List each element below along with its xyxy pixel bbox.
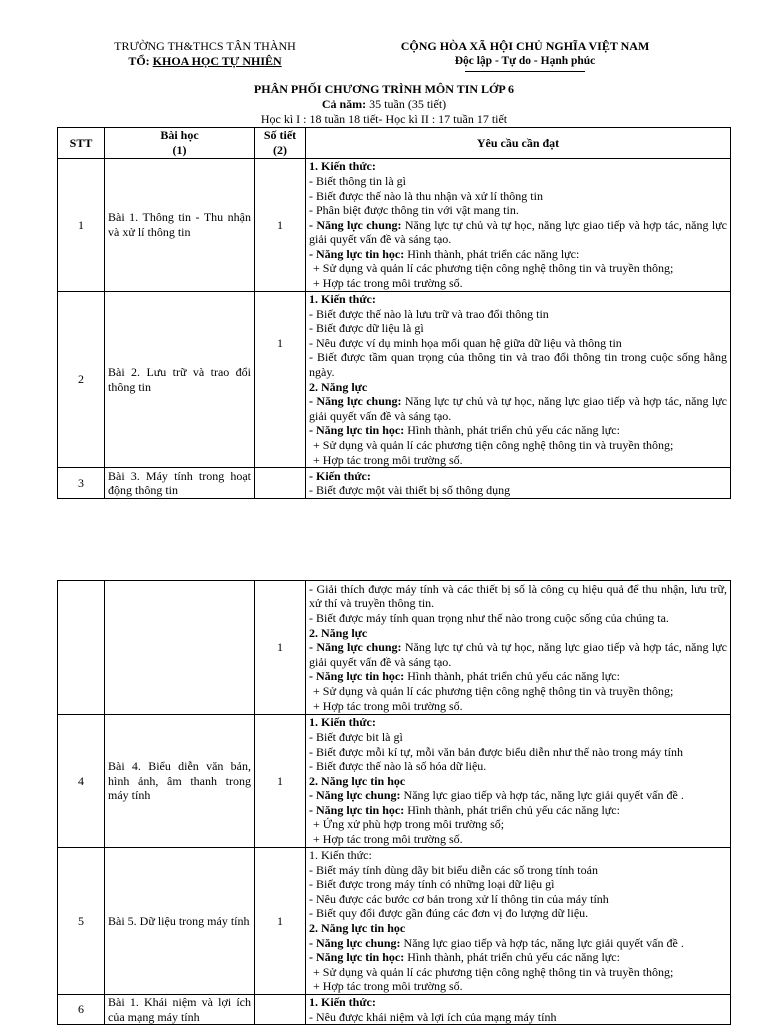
country-name: CỘNG HÒA XÃ HỘI CHỦ NGHĨA VIỆT NAM	[400, 39, 650, 53]
row-stt: 6	[58, 995, 105, 1025]
row-lesson: Bài 3. Máy tính trong hoạt động thông tin	[105, 468, 255, 499]
requirement-line	[309, 669, 727, 684]
requirement-line	[309, 321, 727, 336]
requirement-line	[309, 203, 727, 218]
requirement-line	[309, 965, 727, 980]
table-row	[58, 715, 731, 848]
table-row	[58, 995, 731, 1025]
requirement-bold: - Năng lực chung:	[309, 394, 402, 409]
requirement-text: Hình thành, phát triển chủ yếu các năng lực:	[404, 802, 620, 817]
requirement-text: - Biết được thế nào là thu nhận và xử lí thông tin	[309, 188, 543, 203]
requirement-text: - Biết máy tính dùng dãy bit biểu diễn các số trong tính toán	[309, 862, 598, 877]
header-lesson-label: Bài học	[160, 128, 199, 143]
requirement-line	[309, 626, 727, 641]
curriculum-table-part-1	[57, 127, 731, 499]
requirement-text: - Biết được tầm quan trọng của thông tin và trao đổi thông tin trong cuộc sống hằng ngày.	[309, 350, 727, 379]
header-periods-label: Số tiết	[263, 128, 297, 143]
requirement-text: Năng lực tự chủ và tự học, năng lực giao tiếp và hợp tác, năng lực giải quyết vấn đề và sáng tạo.	[309, 394, 727, 423]
header-lesson-sub: (1)	[172, 143, 187, 157]
row-periods: 1	[255, 581, 306, 715]
requirement-line	[309, 336, 727, 351]
row-stt: 2	[58, 292, 105, 468]
requirement-text: - Nêu được các bước cơ bản trong xử lí thông tin của máy tính	[309, 891, 609, 906]
requirement-text: + Sử dụng và quản lí các phương tiện công nghệ thông tin và truyền thông;	[313, 683, 674, 698]
requirement-bold: - Năng lực tin học:	[309, 246, 405, 261]
row-lesson: Bài 2. Lưu trữ và trao đổi thông tin	[105, 292, 255, 468]
requirement-line	[309, 174, 727, 189]
school-name: TRƯỜNG TH&THCS TÂN THÀNH	[114, 39, 296, 53]
requirement-text: - Phân biệt được thông tin với vật mang tin.	[309, 203, 519, 218]
requirement-text: - Nêu được khái niệm và lợi ích của mạng máy tính	[309, 1009, 557, 1024]
requirement-bold: 1. Kiến thức:	[309, 995, 376, 1009]
department-prefix: TỔ:	[128, 54, 153, 68]
requirement-line	[309, 611, 727, 626]
requirement-bold: - Năng lực chung:	[309, 935, 401, 950]
requirement-text: + Sử dụng và quản lí các phương tiện công nghệ thông tin và truyền thông;	[313, 261, 674, 276]
requirement-bold: 2. Năng lực	[309, 625, 368, 640]
requirement-text: - Biết được một vài thiết bị số thông dụng	[309, 483, 511, 498]
motto-underline	[465, 71, 585, 72]
year-line	[0, 97, 768, 112]
requirement-line	[309, 640, 727, 669]
header-periods-sub: (2)	[273, 143, 287, 157]
requirement-line	[309, 936, 727, 951]
requirement-text: Hình thành, phát triển chủ yếu các năng lực:	[404, 669, 620, 684]
requirement-line	[309, 350, 727, 379]
requirement-text: - Biết được máy tính quan trọng như thế nào trong cuộc sống của chúng ta.	[309, 611, 669, 626]
requirement-line	[309, 759, 727, 774]
row-requirements	[306, 159, 731, 292]
requirement-line	[309, 699, 727, 714]
document-title-block	[0, 82, 768, 127]
requirement-text: - Biết được mỗi kí tự, mỗi văn bản được biểu diễn như thế nào trong máy tính	[309, 744, 683, 759]
row-periods: 1	[255, 715, 306, 848]
row-requirements	[306, 581, 731, 715]
requirement-text: 1. Kiến thức:	[309, 848, 372, 863]
requirement-line	[309, 730, 727, 745]
requirement-line	[309, 483, 727, 498]
requirement-text: Hình thành, phát triển các năng lực:	[404, 246, 580, 261]
requirement-line	[309, 394, 727, 423]
motto: Độc lập - Tự do - Hạnh phúc	[454, 55, 596, 67]
requirement-line	[309, 832, 727, 847]
row-periods: 1	[255, 292, 306, 468]
requirement-line	[309, 863, 727, 878]
requirement-bold: - Năng lực chung:	[309, 217, 402, 232]
document-title: PHÂN PHỐI CHƯƠNG TRÌNH MÔN TIN LỚP 6	[253, 82, 515, 96]
requirement-text: Hình thành, phát triển chủ yếu các năng lực:	[404, 950, 620, 965]
row-lesson: Bài 1. Khái niệm và lợi ích của mạng máy tính	[105, 995, 255, 1025]
requirement-line	[309, 247, 727, 262]
row-stt: 4	[58, 715, 105, 848]
requirement-bold: 1. Kiến thức:	[309, 715, 376, 730]
row-periods	[255, 995, 306, 1025]
requirement-text: - Biết được dữ liệu là gì	[309, 321, 424, 336]
requirement-text: + Hợp tác trong môi trường số.	[313, 452, 463, 467]
requirement-line	[309, 453, 727, 468]
requirement-line	[309, 817, 727, 832]
table-body-part-2	[58, 581, 731, 1025]
requirement-line	[309, 292, 727, 307]
requirement-line	[309, 892, 727, 907]
school-header	[100, 39, 310, 69]
requirement-text: - Biết được thế nào là lưu trữ và trao đổi thông tin	[309, 306, 549, 321]
requirement-text: Năng lực tự chủ và tự học, năng lực giao tiếp và hợp tác, năng lực giải quyết vấn đề và sáng tạo.	[309, 217, 727, 247]
requirement-bold: - Năng lực tin học:	[309, 802, 405, 817]
requirement-bold: - Năng lực chung:	[309, 640, 402, 655]
requirement-bold: 1. Kiến thức:	[309, 292, 376, 306]
table-row	[58, 848, 731, 995]
row-requirements	[306, 292, 731, 468]
header-periods	[255, 128, 306, 159]
row-requirements	[306, 995, 731, 1025]
year-value: 35 tuần (35 tiết)	[366, 97, 447, 111]
table-row	[58, 468, 731, 499]
requirement-line	[309, 582, 727, 611]
table-body-part-1	[58, 159, 731, 499]
requirement-text: + Sử dụng và quản lí các phương tiện công nghệ thông tin và truyền thông;	[313, 437, 674, 452]
requirement-line	[309, 877, 727, 892]
requirement-line	[309, 261, 727, 276]
requirement-text: + Hợp tác trong môi trường số.	[313, 276, 463, 291]
row-requirements	[306, 715, 731, 848]
row-stt: 5	[58, 848, 105, 995]
row-stt	[58, 581, 105, 715]
curriculum-table-part-2	[57, 580, 731, 1025]
requirement-line	[309, 979, 727, 994]
requirement-text: + Hợp tác trong môi trường số.	[313, 832, 463, 847]
requirement-bold: - Năng lực tin học:	[309, 423, 405, 438]
requirement-bold: - Năng lực chung:	[309, 788, 401, 803]
requirement-bold: 2. Năng lực	[309, 379, 368, 394]
requirement-text: - Nêu được ví dụ minh họa mối quan hệ giữa dữ liệu và thông tin	[309, 335, 622, 350]
requirement-line	[309, 715, 727, 730]
requirement-text: + Ứng xử phù hợp trong môi trường số;	[313, 817, 505, 832]
row-lesson: Bài 5. Dữ liệu trong máy tính	[105, 848, 255, 995]
requirement-line	[309, 276, 727, 291]
requirement-text: + Hợp tác trong môi trường số.	[313, 979, 463, 994]
requirement-line	[309, 906, 727, 921]
requirement-line	[309, 189, 727, 204]
requirement-bold: 2. Năng lực tin học	[309, 773, 406, 788]
table-row	[58, 292, 731, 468]
requirement-bold: 2. Năng lực tin học	[309, 921, 406, 935]
requirement-text: Hình thành, phát triển chủ yếu các năng lực:	[404, 423, 620, 438]
header-requirement: Yêu cầu cần đạt	[306, 128, 731, 159]
row-lesson: Bài 4. Biểu diễn văn bản, hình ảnh, âm thanh trong máy tính	[105, 715, 255, 848]
requirement-line	[309, 423, 727, 438]
requirement-line	[309, 218, 727, 247]
national-header	[380, 39, 670, 72]
requirement-text: - Biết thông tin là gì	[309, 173, 406, 188]
requirement-line	[309, 788, 727, 803]
requirement-text: - Biết được bit là gì	[309, 729, 403, 744]
row-lesson: Bài 1. Thông tin - Thu nhận và xử lí thông tin	[105, 159, 255, 292]
requirement-bold: - Năng lực tin học:	[309, 669, 405, 684]
requirement-line	[309, 848, 727, 863]
requirement-text: + Sử dụng và quản lí các phương tiện công nghệ thông tin và truyền thông;	[313, 964, 674, 979]
row-periods: 1	[255, 159, 306, 292]
row-requirements	[306, 468, 731, 499]
requirement-text: Năng lực giao tiếp và hợp tác, năng lực giải quyết vấn đề .	[400, 935, 684, 950]
row-stt: 1	[58, 159, 105, 292]
header-stt: STT	[58, 128, 105, 159]
requirement-line	[309, 159, 727, 174]
requirement-line	[309, 438, 727, 453]
row-requirements	[306, 848, 731, 995]
requirement-bold: - Năng lực tin học:	[309, 950, 405, 965]
row-periods	[255, 468, 306, 499]
requirement-bold: 1. Kiến thức:	[309, 159, 376, 174]
requirement-bold: - Kiến thức:	[309, 468, 371, 483]
table-row	[58, 581, 731, 715]
year-label: Cả năm:	[321, 97, 367, 111]
table-header-row	[58, 128, 731, 159]
requirement-line	[309, 380, 727, 395]
requirement-line	[309, 921, 727, 936]
requirement-text: Năng lực tự chủ và tự học, năng lực giao tiếp và hợp tác, năng lực giải quyết vấn đề và sáng tạo.	[309, 640, 727, 669]
semester-line: Học kì I : 18 tuần 18 tiết- Học kì II : 17 tuần 17 tiết	[260, 112, 508, 126]
requirement-line	[309, 995, 727, 1010]
requirement-text: - Giải thích được máy tính và các thiết bị số là công cụ hiệu quả để thu nhận, lưu trữ, xử thí và truyền thông tin.	[309, 581, 727, 611]
requirement-line	[309, 307, 727, 322]
requirement-line	[309, 745, 727, 760]
requirement-text: - Biết quy đổi được gần đúng các đơn vị đo lượng dữ liệu.	[309, 906, 589, 921]
header-lesson	[105, 128, 255, 159]
requirement-text: - Biết được trong máy tính có những loại dữ liệu gì	[309, 877, 555, 892]
requirement-text: + Hợp tác trong môi trường số.	[313, 698, 463, 713]
table-row	[58, 159, 731, 292]
requirement-line	[309, 950, 727, 965]
row-stt: 3	[58, 468, 105, 499]
requirement-line	[309, 469, 727, 484]
requirement-text: Năng lực giao tiếp và hợp tác, năng lực giải quyết vấn đề .	[400, 788, 684, 803]
requirement-text: - Biết được thế nào là số hóa dữ liệu.	[309, 759, 487, 774]
department-name: KHOA HỌC TỰ NHIÊN	[152, 54, 282, 68]
department	[100, 54, 310, 69]
requirement-line	[309, 774, 727, 789]
row-lesson	[105, 581, 255, 715]
requirement-line	[309, 803, 727, 818]
requirement-line	[309, 684, 727, 699]
row-periods: 1	[255, 848, 306, 995]
requirement-line	[309, 1010, 727, 1025]
